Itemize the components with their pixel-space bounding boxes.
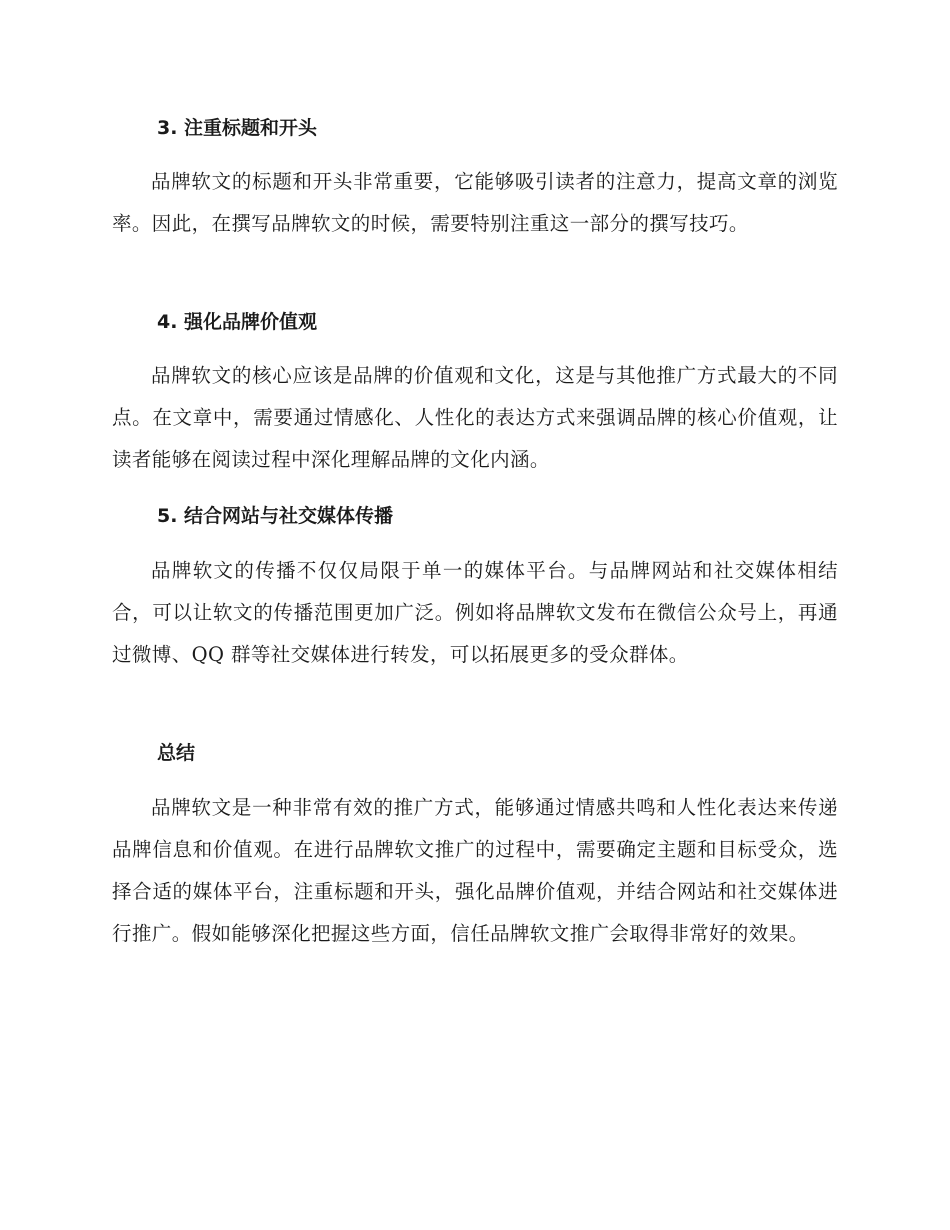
section-paragraph-title-opening: 品牌软文的标题和开头非常重要，它能够吸引读者的注意力，提高文章的浏览率。因此，在撰写品牌软文的时候，需要特别注重这一部分的撰写技巧。 — [112, 170, 838, 235]
section-paragraph-web-social: 品牌软文的传播不仅仅局限于单一的媒体平台。与品牌网站和社交媒体相结合，可以让软文的传播范围更加广泛。例如将品牌软文发布在微信公众号上，再通过微博、QQ 群等社交媒体进行转发，可以拓展更多的受众群体。 — [112, 559, 838, 666]
section-heading-title-opening: 3. 注重标题和开头 — [157, 117, 318, 139]
section-paragraph-summary: 品牌软文是一种非常有效的推广方式，能够通过情感共鸣和人性化表达来传递品牌信息和价值观。在进行品牌软文推广的过程中，需要确定主题和目标受众，选择合适的媒体平台，注重标题和开头，强化品牌价值观，并结合网站和社交媒体进行推广。假如能够深化把握这些方面，信任品牌软文推广会取得非常好的效果。 — [112, 796, 838, 945]
section-heading-web-social: 5. 结合网站与社交媒体传播 — [157, 505, 394, 527]
section-heading-brand-values: 4. 强化品牌价值观 — [157, 311, 318, 333]
section-paragraph-brand-values: 品牌软文的核心应该是品牌的价值观和文化，这是与其他推广方式最大的不同点。在文章中，需要通过情感化、人性化的表达方式来强调品牌的核心价值观，让读者能够在阅读过程中深化理解品牌的文化内涵。 — [112, 364, 838, 471]
section-heading-summary: 总结 — [157, 742, 196, 764]
